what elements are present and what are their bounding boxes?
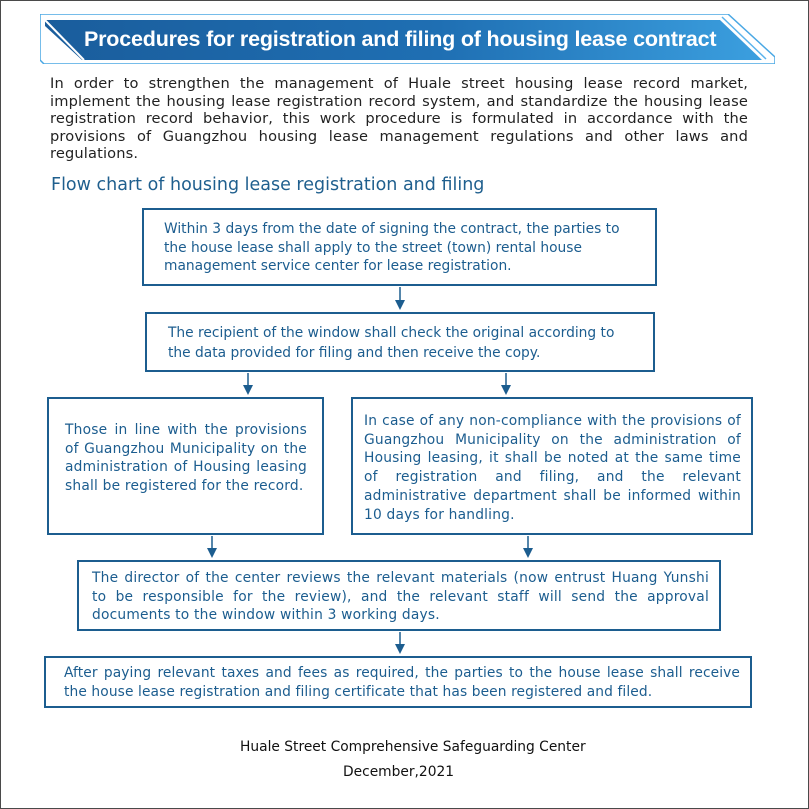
flow-step-compliant-registered — [47, 397, 324, 535]
flowchart-title: Flow chart of housing lease registration and filing — [51, 175, 485, 195]
flow-step-window-check — [145, 312, 655, 372]
arrow-step2-to-step4 — [501, 373, 511, 395]
flow-step-text: The recipient of the window shall check the original according to the data provided for filing and then receive the copy. — [168, 325, 615, 361]
flow-step-text: After paying relevant taxes and fees as required, the parties to the house lease shall receive the house lease registration and filing certificate that has been registered and filed. — [64, 665, 740, 700]
flow-step-text: Those in line with the provisions of Guangzhou Municipality on the administration of Housing leasing shall be registered for the record. — [65, 422, 307, 495]
arrow-step4-to-step5 — [523, 536, 533, 558]
arrow-step1-to-step2 — [395, 287, 405, 310]
intro-paragraph: In order to strengthen the management of Huale street housing lease record market, implement the housing lease registration record system, and standardize the housing lease registration record behavior, this work procedure is formulated in accordance with the provisions of Guangzhou housing lease management regulations and other laws and regulations. — [50, 75, 748, 162]
arrow-step2-to-step3 — [243, 373, 253, 395]
flow-step-text: In case of any non-compliance with the provisions of Guangzhou Municipality on the administration of Housing leasing, it shall be noted at the same time of registration and filing, and the relevant administrative department shall be informed within 10 days for handling. — [364, 413, 741, 523]
arrow-step3-to-step5 — [207, 536, 217, 558]
flow-step-receive-certificate — [44, 656, 752, 708]
page-title: Procedures for registration and filing of housing lease contract — [84, 27, 717, 51]
arrow-step5-to-step6 — [395, 632, 405, 654]
flow-step-text: Within 3 days from the date of signing the contract, the parties to the house lease shall apply to the street (town) rental house management service center for lease registration. — [164, 221, 620, 275]
flow-step-director-review — [77, 560, 721, 631]
footer-organization: Huale Street Comprehensive Safeguarding Center — [240, 739, 586, 755]
flow-step-noncompliant-noted — [351, 397, 753, 535]
footer-date: December,2021 — [343, 764, 455, 780]
flow-step-text: The director of the center reviews the relevant materials (now entrust Huang Yunshi to be responsible for the review), and the relevant staff will send the approval documents to the window within 3 working days. — [92, 570, 709, 624]
flow-step-apply-registration — [142, 208, 657, 286]
